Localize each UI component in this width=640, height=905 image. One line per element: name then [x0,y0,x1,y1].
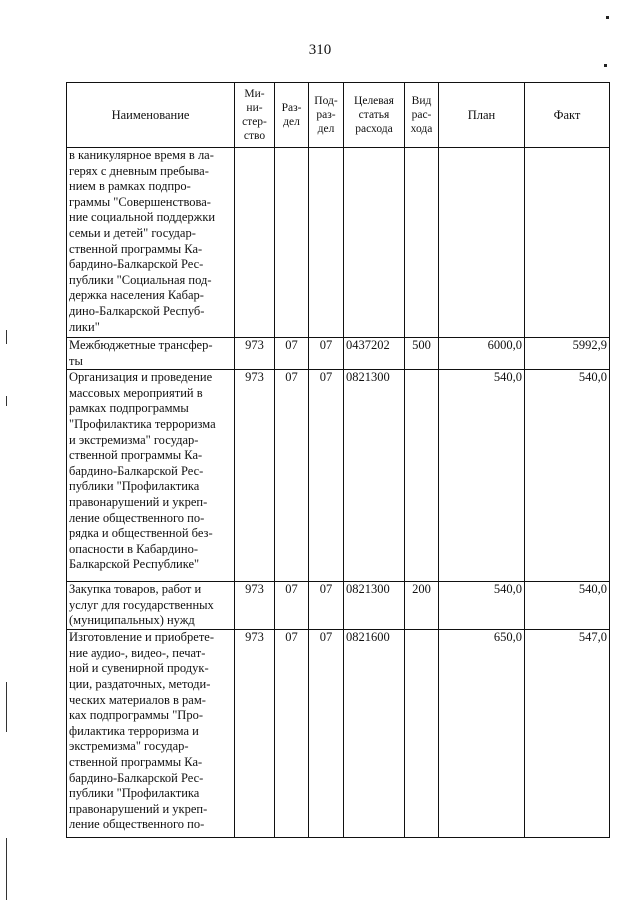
row-ministry: 973 [235,582,275,630]
row-fact: 547,0 [525,630,610,838]
header-type: Вид рас- хода [405,83,439,148]
row-section: 07 [275,582,309,630]
row-plan [439,148,525,338]
table-header-row [67,83,610,148]
row-fact: 540,0 [525,582,610,630]
row-name: Изготовление и приобрете- ние аудио-, видео-, печат- ной и сувенирной продук- ции, раздаточных, методи- ческих материалов в рам- ках подпрограммы "Про- филактика терроризма и экстремизма" государ- ственной программы Ка- бардино-Балкарской Рес- публики "Профилактика правонарушений и укреп- ление общественного по- [67,630,235,838]
row-target: 0821600 [344,630,405,838]
header-subsection: Под- раз- дел [309,83,344,148]
row-target: 0437202 [344,338,405,370]
row-target: 0821300 [344,582,405,630]
scan-speck [604,64,607,67]
row-type: 200 [405,582,439,630]
row-name: Межбюджетные трансфер- ты [67,338,235,370]
row-target: 0821300 [344,370,405,582]
row-subsection: 07 [309,582,344,630]
header-target: Целевая статья расхода [344,83,405,148]
header-fact: Факт [525,83,610,148]
scan-margin-line [6,330,7,344]
row-ministry: 973 [235,630,275,838]
row-plan: 650,0 [439,630,525,838]
table-row [67,148,610,338]
row-subsection: 07 [309,630,344,838]
row-ministry: 973 [235,338,275,370]
scan-margin-line [6,396,7,406]
budget-table [66,82,610,838]
row-type [405,148,439,338]
scan-speck [606,16,609,19]
header-name: Наименование [67,83,235,148]
row-fact: 540,0 [525,370,610,582]
page-number: 310 [308,42,332,58]
row-fact: 5992,9 [525,338,610,370]
scan-margin-line [6,682,7,732]
header-plan: План [439,83,525,148]
row-plan: 540,0 [439,370,525,582]
row-section [275,148,309,338]
row-subsection [309,148,344,338]
table-row [67,630,610,838]
row-name: в каникулярное время в ла- герях с дневным пребыва- нием в рамках подпро- граммы "Совершенствова- ние социальной поддержки семьи и детей" государ- ственной программы Ка- бардино-Балкарской Рес- публики "Социальная под- держка населения Кабар- дино-Балкарской Респуб- лики" [67,148,235,338]
row-section: 07 [275,370,309,582]
row-type [405,630,439,838]
row-type: 500 [405,338,439,370]
row-type [405,370,439,582]
row-plan: 540,0 [439,582,525,630]
row-name: Закупка товаров, работ и услуг для государственных (муниципальных) нужд [67,582,235,630]
row-subsection: 07 [309,370,344,582]
row-fact [525,148,610,338]
row-name: Организация и проведение массовых мероприятий в рамках подпрограммы "Профилактика терроризма и экстремизма" государ- ственной программы Ка- бардино-Балкарской Рес- публики "Профилактика правонарушений и укреп- ление общественного по- рядка и общественной без- опасности в Кабардино- Балкарской Республике" [67,370,235,582]
row-plan: 6000,0 [439,338,525,370]
row-section: 07 [275,630,309,838]
row-ministry [235,148,275,338]
table-row [67,338,610,370]
row-subsection: 07 [309,338,344,370]
header-section: Раз- дел [275,83,309,148]
table-row [67,370,610,582]
scan-margin-line [6,838,7,900]
row-section: 07 [275,338,309,370]
row-ministry: 973 [235,370,275,582]
header-ministry: Ми- ни- стер- ство [235,83,275,148]
row-target [344,148,405,338]
table-row [67,582,610,630]
